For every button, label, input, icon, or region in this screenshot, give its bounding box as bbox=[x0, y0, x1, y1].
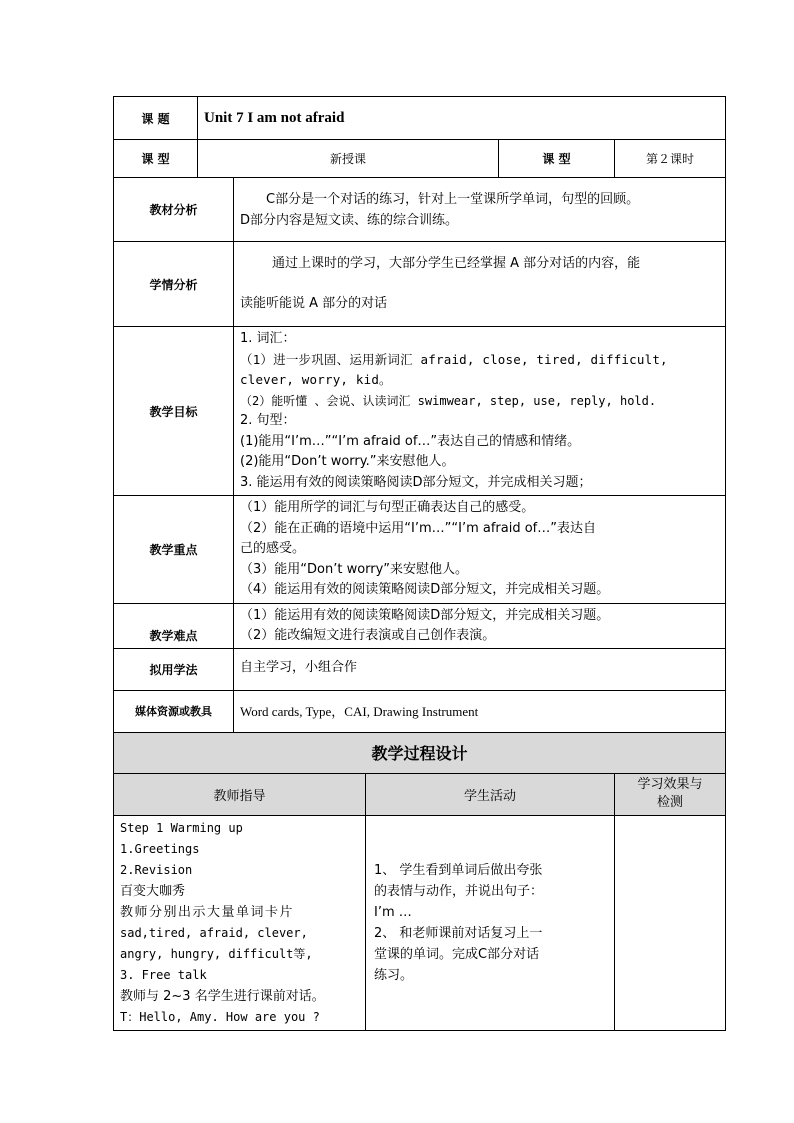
goals-line: 1. 词汇： bbox=[240, 331, 296, 346]
goals-label: 教学目标 bbox=[114, 327, 234, 496]
method-row bbox=[114, 648, 726, 690]
student-line: 堂课的单词。完成C部分对话 bbox=[374, 946, 540, 962]
difficult-label: 教学难点 bbox=[114, 603, 234, 648]
student-line-1: 通过上课时的学习，大部分学生已经掌握 A 部分对话的内容，能 bbox=[272, 256, 641, 271]
student-text bbox=[234, 242, 726, 327]
type-label: 课 型 bbox=[114, 140, 198, 178]
lesson-plan-table bbox=[113, 96, 726, 1031]
topic-label: 课 题 bbox=[114, 97, 198, 140]
key-line: （3）能用“Don’t worry”来安慰他人。 bbox=[240, 561, 469, 577]
type-value: 新授课 bbox=[198, 140, 499, 178]
goals-line: 2. 句型： bbox=[240, 413, 296, 428]
topic-title: Unit 7 I am not afraid bbox=[198, 97, 726, 140]
media-row bbox=[114, 690, 726, 732]
teacher-guidance bbox=[114, 815, 366, 1030]
key-line: （1）能用所学的词汇与句型正确表达自己的感受。 bbox=[240, 500, 535, 515]
teacher-line: sad,tired, afraid, clever, bbox=[120, 925, 308, 940]
learning-effect-cell bbox=[615, 815, 726, 1030]
process-header-row bbox=[114, 773, 726, 815]
student-activity bbox=[366, 815, 615, 1030]
key-label: 教学重点 bbox=[114, 496, 234, 604]
student-line: 1、 学生看到单词后做出夸张 bbox=[374, 862, 543, 878]
col-student-header: 学生活动 bbox=[366, 773, 615, 815]
method-label: 拟用学法 bbox=[114, 648, 234, 690]
goals-row bbox=[114, 327, 726, 496]
difficult-line: （1）能运用有效的阅读策略阅读D部分短文，并完成相关习题。 bbox=[240, 607, 610, 623]
process-title: 教学过程设计 bbox=[114, 732, 726, 773]
student-row bbox=[114, 242, 726, 327]
key-line: （2）能在正确的语境中运用“I’m…”“I’m afraid of…”表达自 bbox=[240, 520, 596, 536]
step1-row bbox=[114, 815, 726, 1030]
teacher-line: 1.Greetings bbox=[120, 841, 200, 856]
teacher-line: Step 1 Warming up bbox=[120, 820, 243, 835]
student-label: 学情分析 bbox=[114, 242, 234, 327]
student-line: I’m … bbox=[374, 904, 412, 920]
teacher-line: 教师与 2~3 名学生进行课前对话。 bbox=[120, 988, 325, 1004]
process-title-row bbox=[114, 732, 726, 773]
material-row bbox=[114, 178, 726, 242]
period-value: 第２课时 bbox=[615, 140, 726, 178]
col-teacher-header: 教师指导 bbox=[114, 773, 366, 815]
teacher-line: angry, hungry, difficult等, bbox=[120, 946, 313, 961]
material-line-2: D部分内容是短文读、练的综合训练。 bbox=[240, 212, 459, 228]
teacher-line: 教师分别出示大量单词卡片 bbox=[120, 904, 295, 920]
goals-line: clever, worry, kid。 bbox=[240, 372, 392, 387]
student-line-2: 读能听能说 A 部分的对话 bbox=[240, 296, 388, 311]
material-line-1: C部分是一个对话的练习，针对上一堂课所学单词，句型的回顾。 bbox=[266, 191, 640, 207]
material-label: 教材分析 bbox=[114, 178, 234, 242]
lesson-plan bbox=[113, 96, 725, 1031]
difficult-row bbox=[114, 603, 726, 648]
topic-row bbox=[114, 97, 726, 140]
type-label-2: 课 型 bbox=[499, 140, 615, 178]
media-value: Word cards, Type，CAI, Drawing Instrument bbox=[234, 690, 726, 732]
type-row bbox=[114, 140, 726, 178]
key-text bbox=[234, 496, 726, 604]
difficult-text bbox=[234, 603, 726, 648]
teacher-line: 2.Revision bbox=[120, 862, 193, 877]
teacher-line: 3. Free talk bbox=[120, 967, 207, 982]
key-row bbox=[114, 496, 726, 604]
teacher-line: 百变大咖秀 bbox=[120, 883, 186, 899]
student-line: 2、 和老师课前对话复习上一 bbox=[374, 925, 543, 941]
student-line: 练习。 bbox=[374, 967, 414, 983]
method-value: 自主学习，小组合作 bbox=[234, 648, 726, 690]
student-line: 的表情与动作，并说出句子： bbox=[374, 883, 544, 899]
material-text bbox=[234, 178, 726, 242]
goals-line: 3. 能运用有效的阅读策略阅读D部分短文，并完成相关习题； bbox=[240, 474, 592, 490]
col-effect-header-line-2: 检测 bbox=[656, 795, 683, 810]
goals-text bbox=[234, 327, 726, 496]
difficult-line: （2）能改编短文进行表演或自己创作表演。 bbox=[240, 627, 496, 643]
teacher-line: T：Hello, Amy. How are you ? bbox=[120, 1009, 320, 1024]
key-line: （4）能运用有效的阅读策略阅读D部分短文，并完成相关习题。 bbox=[240, 582, 610, 597]
goals-line: (2)能用“Don’t worry.”来安慰他人。 bbox=[240, 454, 455, 469]
col-effect-header bbox=[615, 773, 726, 815]
goals-line: (1)能用“I’m…”“I’m afraid of…”表达自己的情感和情绪。 bbox=[240, 433, 581, 449]
key-line: 己的感受。 bbox=[240, 541, 306, 556]
goals-line: （1）进一步巩固、运用新词汇 afraid, close, tired, difficult, bbox=[240, 351, 668, 367]
col-effect-header-line-1: 学习效果与 bbox=[637, 777, 703, 792]
media-label: 媒体资源或教具 bbox=[114, 690, 234, 732]
goals-line: （2）能听懂 、会说、认读词汇 swimwear, step, use, reply, hold. bbox=[240, 393, 657, 408]
